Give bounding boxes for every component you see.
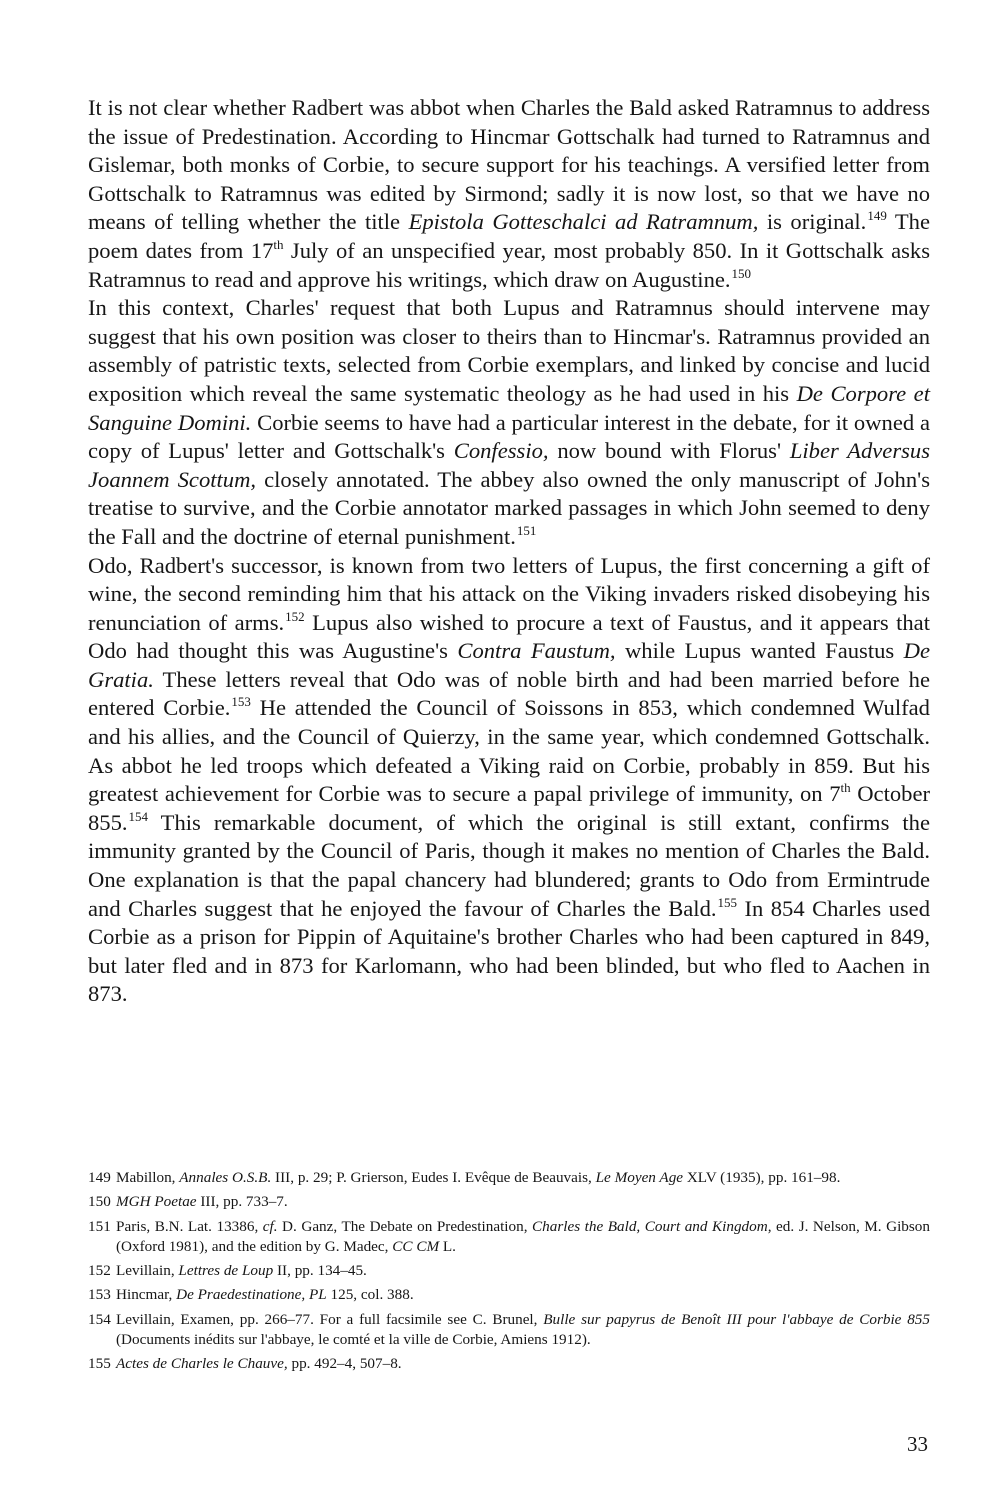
footnote-text (116, 1169, 840, 1186)
text-run: now bound with Florus' (548, 438, 790, 464)
text-run: is original. (758, 209, 867, 235)
text-run: (Documents inédits sur l'abbaye, le comté et la ville de Corbie, Amiens 1912). (116, 1331, 591, 1349)
footnote-reference: 152 (285, 608, 305, 624)
text-run: Odo, Radbert's successor, is known from two letters of Lupus, the first concerning a gift of wine, the second reminding him that his attack on the Viking invaders risked disobeying his renunciation of arms. (88, 552, 930, 635)
footnote-text (116, 1311, 930, 1348)
footnote-152 (88, 1261, 930, 1281)
footnote-number: 149 (88, 1169, 111, 1186)
text-run: closely annotated. The abbey also owned the only manuscript of John's treatise to survive, and the Corbie annotator marked passages in which John seemed to deny the Fall and the doctrine of eternal punishment. (88, 466, 930, 549)
page-number: 33 (907, 1432, 928, 1456)
footnote-154 (88, 1310, 930, 1351)
text-run: while Lupus wanted Faustus (615, 638, 904, 664)
footnote-text (116, 1193, 288, 1210)
text-run: In 854 Charles used Corbie as a prison for Pippin of Aquitaine's brother Charles who had been captured in 849, but later fled and in 873 for Karlomann, who had been blinded, but who fled to Aachen in 873. (88, 895, 930, 1007)
paragraph-2 (88, 294, 930, 551)
footnote-reference: 153 (231, 694, 251, 710)
italic-text: De Corpore et Sanguine Domini. (88, 380, 930, 435)
italic-text: CC CM (392, 1237, 440, 1255)
footnote-number: 153 (88, 1286, 111, 1304)
footnote-number: 150 (88, 1193, 111, 1211)
italic-text: Lettres de Loup (178, 1262, 274, 1280)
text-run: Lupus also wished to procure a text of Faustus, and it appears that Odo had thought this was Augustine's (88, 609, 930, 664)
text-run: Corbie seems to have had a particular interest in the debate, for it owned a copy of Lupus' letter and Gottschalk's (88, 409, 930, 464)
footnote-153 (88, 1285, 930, 1305)
footnote-number: 155 (88, 1355, 111, 1373)
text-run: Levillain, (116, 1262, 179, 1280)
footnote-number: 151 (88, 1217, 111, 1235)
text-run: XLV (1935), pp. 161–98. (683, 1169, 841, 1186)
footnote-number: 154 (88, 1310, 111, 1328)
text-run: pp. 492–4, 507–8. (287, 1355, 402, 1373)
text-run: L. (439, 1237, 456, 1255)
text-run: Paris, B.N. Lat. 13386, (116, 1217, 263, 1235)
text-run: Mabillon, (116, 1169, 180, 1186)
italic-text: Confessio, (453, 438, 549, 464)
footnote-number: 152 (88, 1262, 111, 1280)
text-run: This remarkable document, of which the original is still extant, confirms the immunity granted by the Council of Paris, though it makes no mention of Charles the Bald. One explanation is that the papal chancery had blundered; grants to Odo from Ermintrude and Charles suggest that he enjoyed the favour of Charles the Bald. (88, 809, 930, 921)
footnote-reference: 150 (731, 265, 752, 281)
text-run: The poem dates from 17 (88, 209, 931, 263)
text-run: 125, col. 388. (326, 1286, 414, 1304)
text-run: In this context, Charles' request that both Lupus and Ratramnus should intervene may suggest that his own position was closer to theirs than to Hincmar's. Ratramnus provided an assembly of patristic texts, selected from Corbie exemplars, and linked by concise and lucid exposition which reveal the same systematic theology as he had used in his (88, 295, 930, 406)
text-run: II, pp. 134–45. (273, 1262, 367, 1280)
text-run: These letters reveal that Odo was of noble birth and had been married before he entered Corbie. (88, 666, 930, 721)
footnote-reference: 151 (516, 522, 537, 538)
text-run: ed. J. Nelson, M. Gibson (Oxford 1981), and the edition by G. Madec, (116, 1217, 930, 1255)
footnote-text (116, 1262, 367, 1279)
paragraph-3 (88, 552, 930, 1010)
text-run: October 855. (88, 781, 930, 835)
footnote-reference: 149 (867, 208, 887, 224)
italic-text: De Praedestinatione, PL (176, 1286, 327, 1304)
italic-text: Annales O.S.B. (179, 1169, 272, 1186)
italic-text: Charles the Bald, Court and Kingdom, (532, 1217, 772, 1235)
italic-text: Bulle sur papyrus de Benoît III pour l'abbaye de Corbie 855 (543, 1310, 930, 1328)
italic-text: Actes de Charles le Chauve, (116, 1355, 288, 1373)
ordinal-suffix: th (273, 236, 284, 252)
italic-text: Epistola Gotteschalci ad Ratramnum, (408, 209, 759, 235)
italic-text: MGH Poetae (116, 1193, 197, 1211)
footnote-150 (88, 1192, 930, 1212)
italic-text: cf. (262, 1217, 278, 1235)
ordinal-suffix: th (840, 780, 851, 796)
footnote-reference: 155 (717, 894, 738, 910)
footnote-text (116, 1355, 402, 1372)
italic-text: Contra Faustum, (457, 638, 616, 664)
footnote-text (116, 1286, 414, 1303)
paragraph-1 (88, 94, 930, 294)
italic-text: De Gratia. (88, 638, 930, 692)
footnote-151 (88, 1217, 930, 1258)
text-run: He attended the Council of Soissons in 853, which condemned Wulfad and his allies, and the Council of Quierzy, in the same year, which condemned Gottschalk. As abbot he led troops which defeated a Viking raid on Corbie, probably in 859. But his greatest achievement for Corbie was to secure a papal privilege of immunity, on 7 (88, 695, 930, 807)
text-run: III, pp. 733–7. (196, 1193, 288, 1211)
text-run: July of an unspecified year, most probably 850. In it Gottschalk asks Ratramnus to read and approve his writings, which draw on Augustine. (88, 237, 930, 292)
footnote-reference: 154 (128, 808, 149, 824)
body-text (88, 94, 930, 1009)
footnote-155 (88, 1354, 930, 1374)
footnote-text (116, 1218, 930, 1255)
footnote-149 (88, 1168, 930, 1188)
text-run: Levillain, Examen, pp. 266–77. For a full facsimile see C. Brunel, (116, 1310, 544, 1328)
text-run: D. Ganz, The Debate on Predestination, (277, 1217, 533, 1235)
text-run: Hincmar, (116, 1286, 177, 1304)
italic-text: Le Moyen Age (595, 1169, 684, 1186)
text-run: It is not clear whether Radbert was abbot when Charles the Bald asked Ratramnus to address the issue of Predestination. According to Hincmar Gottschalk had turned to Ratramnus and Gislemar, both monks of Corbie, to secure support for his teachings. A versified letter from Gottschalk to Ratramnus was edited by Sirmond; sadly it is now lost, so that we have no means of telling whether the title (88, 95, 930, 235)
footnotes (88, 1168, 930, 1379)
italic-text: Liber Adversus Joannem Scottum, (88, 438, 930, 492)
text-run: III, p. 29; P. Grierson, Eudes I. Evêque de Beauvais, (271, 1169, 596, 1186)
